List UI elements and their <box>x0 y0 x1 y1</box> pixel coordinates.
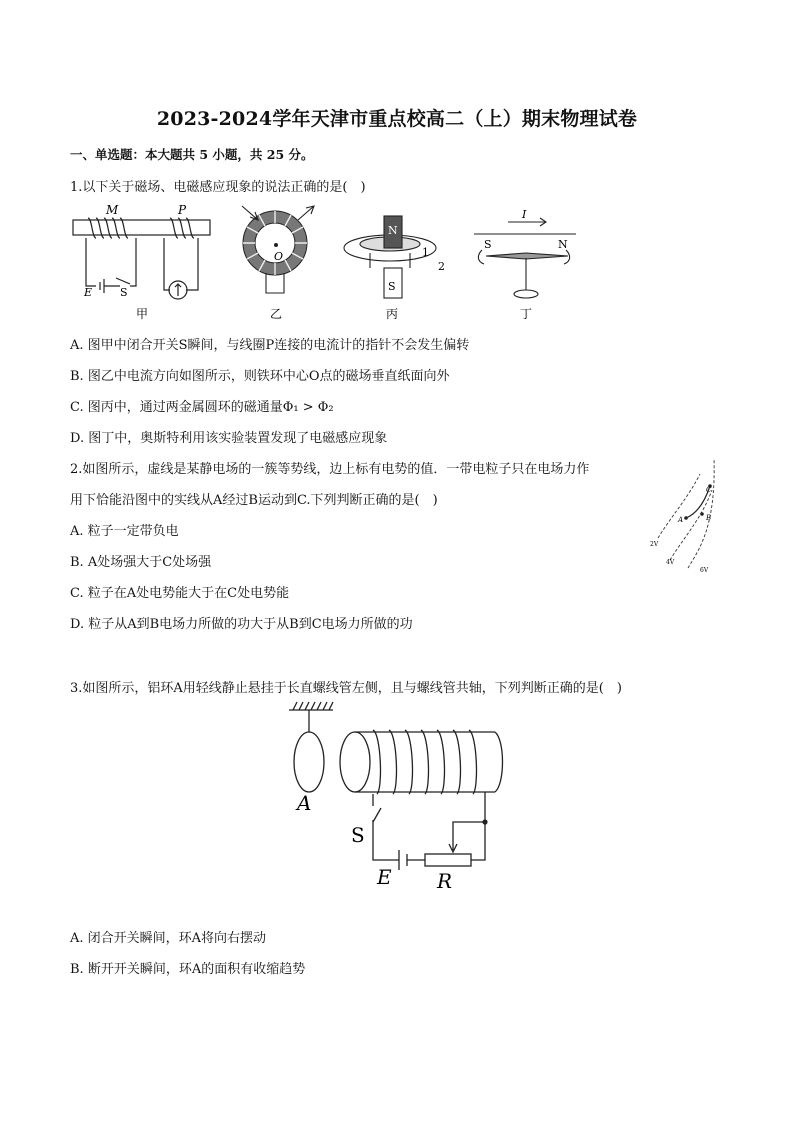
label-N-needle: N <box>558 238 568 251</box>
label-jia: 甲 <box>136 307 149 321</box>
q3-option-a: A. 闭合开关瞬间，环A将向右摆动 <box>70 931 267 946</box>
page-title: 2023-2024学年天津市重点校高二（上）期末物理试卷 <box>156 108 638 130</box>
label-q3-R: R <box>437 869 453 893</box>
q3-figure <box>285 700 525 895</box>
q1-stem: 1.以下关于磁场、电磁感应现象的说法正确的是( ) <box>70 180 366 195</box>
fig-ding <box>474 218 576 298</box>
label-q2-A: A <box>678 516 684 524</box>
fig-jia <box>73 218 210 299</box>
label-q3-A: A <box>297 791 312 815</box>
label-q3-E: E <box>377 865 392 889</box>
label-I: I <box>522 208 527 221</box>
label-q3-S: S <box>351 823 365 847</box>
q2-option-c: C. 粒子在A处电势能大于在C处电势能 <box>70 586 290 601</box>
q1-option-c: C. 图丙中，通过两金属圆环的磁通量Φ₁ > Φ₂ <box>70 400 334 415</box>
label-ring1: 1 <box>422 246 429 259</box>
q1-option-b: B. 图乙中电流方向如图所示，则铁环中心O点的磁场垂直纸面向外 <box>70 369 450 384</box>
label-S: S <box>120 286 128 299</box>
label-q2-B: B <box>706 514 712 522</box>
label-P: P <box>178 203 187 217</box>
label-ding: 丁 <box>520 307 533 321</box>
label-S-needle: S <box>484 238 492 251</box>
label-6v: 6V <box>700 567 709 574</box>
q3-stem: 3.如图所示，铝环A用轻线静止悬挂于长直螺线管左侧，且与螺线管共轴，下列判断正确的是( ) <box>70 681 622 696</box>
label-M: M <box>106 203 119 217</box>
label-2v: 2V <box>650 541 659 548</box>
label-q2-C: C <box>706 486 712 494</box>
label-4v: 4V <box>666 559 675 566</box>
label-ring2: 2 <box>438 260 445 273</box>
q3-option-b: B. 断开开关瞬间，环A的面积有收缩趋势 <box>70 962 306 977</box>
label-O: O <box>274 250 284 263</box>
label-S-magnet: S <box>388 280 396 293</box>
label-E: E <box>84 286 93 299</box>
label-yi: 乙 <box>270 307 283 321</box>
q2-stem-line1: 2.如图所示，虚线是某静电场的一簇等势线，边上标有电势的值．一带电粒子只在电场力作 <box>70 462 590 477</box>
q2-option-d: D. 粒子从A到B电场力所做的功大于从B到C电场力所做的功 <box>70 617 413 632</box>
q1-option-a: A. 图甲中闭合开关S瞬间，与线圈P连接的电流计的指针不会发生偏转 <box>70 338 470 353</box>
q1-figure <box>70 198 610 333</box>
q2-figure <box>648 456 718 576</box>
label-bing: 丙 <box>386 307 399 321</box>
section-heading: 一、单选题：本大题共 5 小题，共 25 分。 <box>70 147 314 162</box>
q2-stem-line2: 用下恰能沿图中的实线从A经过B运动到C.下列判断正确的是( ) <box>70 493 438 508</box>
q2-option-b: B. A处场强大于C处场强 <box>70 555 212 570</box>
label-N: N <box>388 224 398 237</box>
q1-option-d: D. 图丁中，奥斯特利用该实验装置发现了电磁感应现象 <box>70 431 388 446</box>
q2-option-a: A. 粒子一定带负电 <box>70 524 179 539</box>
